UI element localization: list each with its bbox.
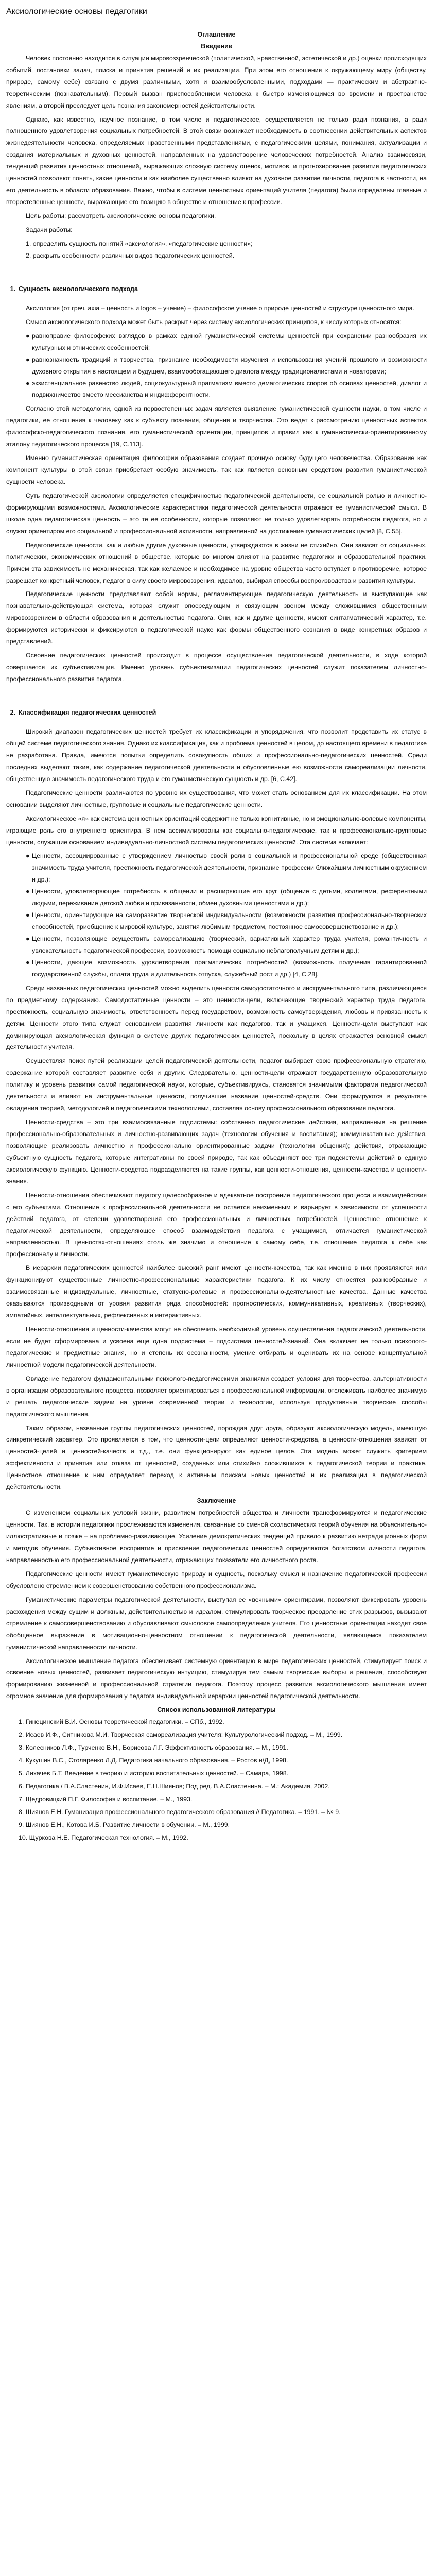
section-paragraph: Педагогические ценности, как и любые другие духовные ценности, утверждаются в жизни не стихийно. Они зависят от социальных, политических, экономических отношений в обществе, которые во многом влияют на развитие педагогики и образовательной практики. Причем эта зависимость не механическая, так как желаемое и необходимое на уровне общества часто вступает в противоречие, которое разрешает конкретный человек, педагог в силу своего мировоззрения, идеалов, выбирая способы воспроизводства и развития культуры. xyxy=(6,541,427,584)
section-paragraph: Аксиологическое «я» как система ценностных ориентаций содержит не только когнитивные, но и эмоционально-волевые компоненты, играющие роль его внутреннего ориентира. В нем ассимилированы как социально-педагогические, так и профессионально-групповые ценности, служащие основанием индивидуально-личностной системы педагогических ценностей. Эта система включает: xyxy=(6,815,427,846)
section-paragraph: Ценности-отношения и ценности-качества могут не обеспечить необходимый уровень осуществления педагогической деятельности, если не будет сформирована и усвоена еще одна подсистема – подсистема ценностей-знаний. Она включает не только психолого-педагогические и предметные знания, но и степень их осознанности, умение отбирать и оценивать их на основе концептуальной личностной модели педагогической деятельности. xyxy=(6,1326,427,1368)
literature-item: 7. Щедровицкий П.Г. Философия и воспитание. – М., 1993. xyxy=(19,1795,193,1803)
value-item: ● Ценности, дающие возможность удовлетворения прагматических потребностей (возможность получения гарантированной государственной службы, оплата труда и длительность отпуска, служебный рост и др.) [4, С.28]. xyxy=(26,957,427,980)
literature-item: 8. Шиянов Е.Н. Гуманизация профессионального педагогического образования // Педагогика. – 1991. – № 9. xyxy=(19,1808,341,1816)
section-2-body xyxy=(6,726,427,1493)
intro-heading: Введение xyxy=(201,42,232,50)
intro-section xyxy=(6,53,427,262)
principles-list xyxy=(6,330,427,401)
bullet-icon: ● xyxy=(26,355,30,363)
bullet-icon: ● xyxy=(26,958,30,966)
literature-item: 1. Гинецинский В.И. Основы теоретической педагогики. – СПб., 1992. xyxy=(19,1718,224,1726)
section-paragraph: Осуществляя поиск путей реализации целей педагогической деятельности, педагог выбирает свою профессиональную стратегию, содержание которой составляет развитие себя и других. Следовательно, ценности-цели отражают государственную образовательную политику и уровень развития самой педагогической науки, которые, субъективируясь, становятся значимыми факторами педагогической деятельности и влияют на инструментальные ценности, получившие название ценностей-средств. Они формируются в результате овладения теорией, методологией и педагогическими технологиями, составляя основу профессионального образования педагога. xyxy=(6,1057,427,1112)
section-paragraph: Аксиология (от греч. axia – ценность и logos – учение) – философское учение о природе ценностей и структуре ценностного мира. xyxy=(26,304,414,312)
bullet-icon: ● xyxy=(26,888,30,895)
bullet-icon: ● xyxy=(26,379,30,387)
section-paragraph: Именно гуманистическая ориентация философии образования создает прочную основу будущего человечества. Образование как компонент культуры в этой связи приобретает особую значимость, так как является основным средством развития гуманистической сущности человека. xyxy=(6,454,427,486)
section-paragraph: Педагогические ценности представляют собой нормы, регламентирующие педагогическую деятельность и выступающие как познавательно-действующая система, которая служит опосредующим и связующим звеном между сложившимся общественным мировоззрением в области образования и деятельностью педагога. Они, как и другие ценности, имеют синтагматический характер, т.е. формируются исторически и фиксируются в педагогической науке как формы общественного сознания в виде конкретных образов и представлений. xyxy=(6,590,427,646)
toc-heading: Оглавление xyxy=(197,30,236,38)
conclusion-section xyxy=(6,1507,427,1702)
bullet-icon: ● xyxy=(26,911,30,919)
section-1-number: 1. xyxy=(10,285,15,293)
literature-heading: Список использованной литературы xyxy=(157,1706,276,1714)
literature-item: 2. Исаев И.Ф., Ситникова М.И. Творческая самореализация учителя: Культурологический подход. – М., 1999. xyxy=(19,1731,343,1739)
intro-task-item: 2. раскрыть особенности различных видов педагогических ценностей. xyxy=(26,251,235,259)
section-paragraph: Овладение педагогом фундаментальными психолого-педагогическими знаниями создает условия для творчества, альтернативности в организации образовательного процесса, позволяет ориентироваться в профессиональной информации, отслеживать наиболее значимую и решать педагогические задачи на уровне современной теории и технологии, используя продуктивные творческие способы педагогического мышления. xyxy=(6,1375,427,1418)
section-paragraph: Широкий диапазон педагогических ценностей требует их классификации и упорядочения, что позволит представить их статус в общей системе педагогического знания. Однако их классификация, как и проблема ценностей в целом, до настоящего времени в педагогике не разработана. Правда, имеются попытки определить совокупность общих и профессионально-педагогических ценностей. Среди последних выделяют такие, как содержание педагогической деятельности и обусловленные ею возможности самореализации личности, общественную значимость педагогического труда и его гуманистическую сущность и др. [6, С.42]. xyxy=(6,728,427,783)
intro-paragraph: Человек постоянно находится в ситуации мировоззренческой (политической, нравственной, эстетической и др.) оценки происходящих событий, постановки задач, поиска и принятия решений и их реализации. При этом его отношения к окружающему миру (обществу, природе, самому себе) связано с двумя различными, хотя и взаимообусловленными, подходами — практическим и абстрактно-теоретическим (познавательным). Первый вызван приспособлением человека к быстро изменяющимся во времени и пространстве явлениям, а второй преследует цель познания закономерностей действительности. xyxy=(6,54,427,109)
literature-list xyxy=(6,1716,427,1843)
section-paragraph: Педагогические ценности различаются по уровню их существования, что может стать основанием для их классификации. На этом основании выделяют личностные, групповые и социальные педагогические ценности. xyxy=(6,789,427,808)
section-1-heading xyxy=(6,283,427,295)
intro-tasks-lead: Задачи работы: xyxy=(26,226,73,233)
principle-item: ● экзистенциальное равенство людей, социокультурный прагматизм вместо демагогических споров об основах ценностей, диалог и подвижничество вместо мессианства и индифферентности. xyxy=(26,378,427,401)
section-1-title: Сущность аксиологического подхода xyxy=(19,285,138,293)
bullet-icon: ● xyxy=(26,852,30,860)
section-paragraph: Среди названных педагогических ценностей можно выделить ценности самодостаточного и инструментального типа, различающиеся по предметному содержанию. Самодостаточные ценности – это ценности-цели, включающие творческий характер труда педагога, престижность, социальную значимость, ответственность перед государством, возможность самоутверждения, любовь и привязанность к детям. Ценности этого типа служат основанием развития личности как педагогов, так и учащихся. Ценности-цели выступают как доминирующая аксиологическая функция в системе других педагогических ценностей, поскольку в целях отражается основной смысл деятельности учителя. xyxy=(6,984,427,1051)
section-paragraph: Ценности-средства – это три взаимосвязанные подсистемы: собственно педагогические действия, направленные на решение профессионально-образовательных и личностно-развивающих задач (технологии обучения и воспитания); коммуникативные действия, позволяющие реализовать личностно и профессионально ориентированные задачи (технологии общения); действия, отражающие субъектную сущность педагога, которые интегративны по своей природе, так как объединяют все три подсистемы действий в единую аксиологическую функцию. Ценности-средства подразделяются на такие группы, как ценности-отношения, ценности-качества и ценности-знания. xyxy=(6,1118,427,1185)
value-item: ● Ценности, ориентирующие на саморазвитие творческой индивидуальности (возможности развития профессионально-творческих способностей, приобщение к мировой культуре, занятия любимым предметом, постоянное самосовершенствование и др.); xyxy=(26,909,427,933)
literature-item: 4. Кукушин В.С., Столяренко Л.Д. Педагогика начального образования. – Ростов н/Д, 1998. xyxy=(19,1757,288,1765)
value-item: ● Ценности, удовлетворяющие потребность в общении и расширяющие его круг (общение с детьми, коллегами, референтными людьми, переживание детской любви и привязанности, обмен духовными ценностями и др.); xyxy=(26,886,427,909)
value-item: ● Ценности, ассоциированные с утверждением личностью своей роли в социальной и профессиональной среде (общественная значимость труда учителя, престижность педагогической деятельности, признание профессии ближайшим личностным окружением и др.); xyxy=(26,850,427,886)
conclusion-heading: Заключение xyxy=(197,1497,236,1505)
bullet-icon: ● xyxy=(26,935,30,943)
conclusion-paragraph: С изменением социальных условий жизни, развитием потребностей общества и личности трансформируются и педагогические ценности. Так, в истории педагогики прослеживаются изменения, связанные со сменой схоластических теорий обучения на объяснительно-иллюстративные и позже – на проблемно-развивающие. Усиление демократических тенденций привело к развитию нетрадиционных форм и методов обучения. Субъективное восприятие и присвоение педагогических ценностей определяются богатством личности педагога, направленностью его профессиональной деятельности, отражающих показатели его личностного роста. xyxy=(6,1509,427,1564)
section-paragraph: Ценности-отношения обеспечивают педагогу целесообразное и адекватное построение педагогического процесса и взаимодействия с его субъектами. Отношение к профессиональной деятельности не остается неизменным и варьирует в зависимости от успешности действий педагога, от степени удовлетворения его профессиональных и личностных потребностей. Ценностное отношение к педагогической деятельности, определяющее способ взаимодействия педагога с учащимися, отличается гуманистической направленностью. В ценностях-отношениях столь же значимо и отношение к самому себе, т.е. отношение педагога к себе как профессионалу и личности. xyxy=(6,1191,427,1258)
bullet-icon: ● xyxy=(26,332,30,340)
conclusion-paragraph: Гуманистические параметры педагогической деятельности, выступая ее «вечными» ориентирами, позволяют фиксировать уровень расхождения между сущим и должным, действительностью и идеалом, стимулировать творческое преодоление этих разрывов, вызывают стремление к самосовершенствованию и обуславливают смысловое самоопределение учителя. Его ценностные ориентации находят свое обобщенное выражение в мотивационно-ценностном отношении к педагогической деятельности, являющемся показателем гуманистической направленности личности. xyxy=(6,1596,427,1651)
section-paragraph: Согласно этой методологии, одной из первостепенных задач является выявление гуманистической сущности науки, в том числе и педагогики, ее отношения к человеку как к субъекту познания, общения и творчества. Это ведет к рассмотрению ценностных аспектов философско-педагогического познания, его гуманистической ориентации, принципов и правил как к гуманистически-ориентированному эталону педагогического процесса [19, С.113]. xyxy=(6,405,427,448)
literature-item: 10. Щуркова Н.Е. Педагогическая технология. – М., 1992. xyxy=(19,1834,188,1841)
values-list xyxy=(6,850,427,980)
conclusion-paragraph: Педагогические ценности имеют гуманистическую природу и сущность, поскольку смысл и назначение педагогической профессии обусловлено стремлением к совершенствованию собственного профессионализма. xyxy=(6,1570,427,1589)
section-2-heading xyxy=(6,707,427,719)
literature-item: 3. Колесников Л.Ф., Турченко В.Н., Борисова Л.Г. Эффективность образования. – М., 1991. xyxy=(19,1744,288,1752)
section-paragraph: Освоение педагогических ценностей происходит в процессе осуществления педагогической деятельности, в ходе которой совершается их субъективизация. Именно уровень субъективизации педагогических ценностей служит показателем личностно-профессионального развития педагога. xyxy=(6,652,427,683)
principle-item: ● равноправие философских взглядов в рамках единой гуманистической системы ценностей при сохранении разнообразия их культурных и этнических особенностей; xyxy=(26,330,427,354)
section-paragraph: В иерархии педагогических ценностей наиболее высокий ранг имеют ценности-качества, так как именно в них проявляются или функционируют существенные личностно-профессиональные характеристики педагога. К их числу относятся разнообразные и взаимосвязанные индивидуальные, личностные, статусно-ролевые и профессионально-деятельностные качества. Данные качества оказываются производными от уровня развития ряда способностей: прогностических, коммуникативных, креативных (творческих), эмпатийных, интеллектуальных, рефлексивных и интерактивных. xyxy=(6,1264,427,1319)
literature-item: 9. Шиянов Е.Н., Котова И.Б. Развитие личности в обучении. – М., 1999. xyxy=(19,1821,230,1828)
document-title: Аксиологические основы педагогики xyxy=(6,7,147,16)
intro-task-item: 1. определить сущность понятий «аксиология», «педагогические ценности»; xyxy=(26,240,253,247)
section-2-title: Классификация педагогических ценностей xyxy=(19,708,156,716)
intro-goal: Цель работы: рассмотреть аксиологические основы педагогики. xyxy=(26,212,216,220)
intro-task-list xyxy=(6,238,427,262)
section-paragraph: Смысл аксиологического подхода может быть раскрыт через систему аксиологических принципов, к числу которых относятся: xyxy=(26,318,402,326)
conclusion-paragraph: Аксиологическое мышление педагога обеспечивает системную ориентацию в мире педагогических ценностей, стимулирует поиск и освоение новых ценностей, развивает педагогическую интуицию, стимулируя тем самым творческие выборы и решения, способствует формированию жизненной и профессиональной стратегии педагога. Поэтому процесс развития аксиологического мышления имеет огромное значение для формирования у педагога индивидуальной иерархии ценностей педагогической деятельности. xyxy=(6,1657,427,1700)
section-1-body xyxy=(6,302,427,685)
principle-item: ● равнозначность традиций и творчества, признание необходимости изучения и использования учений прошлого и возможности духовного открытия в настоящем и будущем, взаимообогащающего диалога между традиционалистами и новаторами; xyxy=(26,354,427,378)
intro-paragraph: Однако, как известно, научное познание, в том числе и педагогическое, осуществляется не только ради познания, а ради полноценного удовлетворения социальных потребностей. В этой связи возникает необходимость в соотнесении действительных аспектов жизнедеятельности человека, определяемых нравственными представлениями, с педагогическими целями, понимания, актуализации и создания материальных и духовных ценностей, направленных на удовлетворение человеческих потребностей. Анализ взаимосвязи, тенденций развития ценностных отношений, выражающих сложную систему оценок, мотивов, и прогнозирование развития педагогических ценностей позволяют понять, какие ценности и как наиболее существенно влияют на духовное развитие личности, педагога в частности, на его деятельность в области образования. Важно, чтобы в системе ценностных ориентаций учителя (педагога) были определены главные и второстепенные ценности, выражающие его позицию в обществе и отношение к профессии. xyxy=(6,115,427,206)
literature-item: 5. Лихачев Б.Т. Введение в теорию и историю воспитательных ценностей. – Самара, 1998. xyxy=(19,1770,289,1777)
section-paragraph: Таким образом, названные группы педагогических ценностей, порождая друг друга, образуют аксиологическую модель, имеющую синкретический характер. Это проявляется в том, что ценности-цели определяют ценности-средства, а ценности-отношения зависят от ценностей-целей и ценностей-качеств и т.д., т.е. они функционируют как единое целое. Эта модель может служить критерием эффективности и принятия или отказа от ценностей, созданных или стихийно сложившихся в педагогической теории и практике. Ценностное отношение к ним определяет переход к активным поискам новых ценностей и их реализации в педагогической действительности. xyxy=(6,1424,427,1491)
section-paragraph: Суть педагогической аксиологии определяется специфичностью педагогической деятельности, ее социальной ролью и личностно-формирующими возможностями. Аксиологические характеристики педагогической деятельности отражают ее гуманистический смысл. В школе одна педагогическая ценность – это те ее особенности, которые позволяют не только удовлетворять потребности педагога, но и служат ориентиром его социальной и профессиональной активности, направленной на достижение гуманистических целей [8, С.55]. xyxy=(6,492,427,535)
section-2-number: 2. xyxy=(10,708,15,716)
literature-item: 6. Педагогика / В.А.Сластенин, И.Ф.Исаев, Е.Н.Шиянов; Под ред. В.А.Сластенина. – М.: Академия, 2002. xyxy=(19,1783,330,1790)
value-item: ● Ценности, позволяющие осуществить самореализацию (творческий, вариативный характер труда учителя, романтичность и увлекательность педагогической профессии, возможность помощи социально неблагополучным детям и др.); xyxy=(26,933,427,957)
